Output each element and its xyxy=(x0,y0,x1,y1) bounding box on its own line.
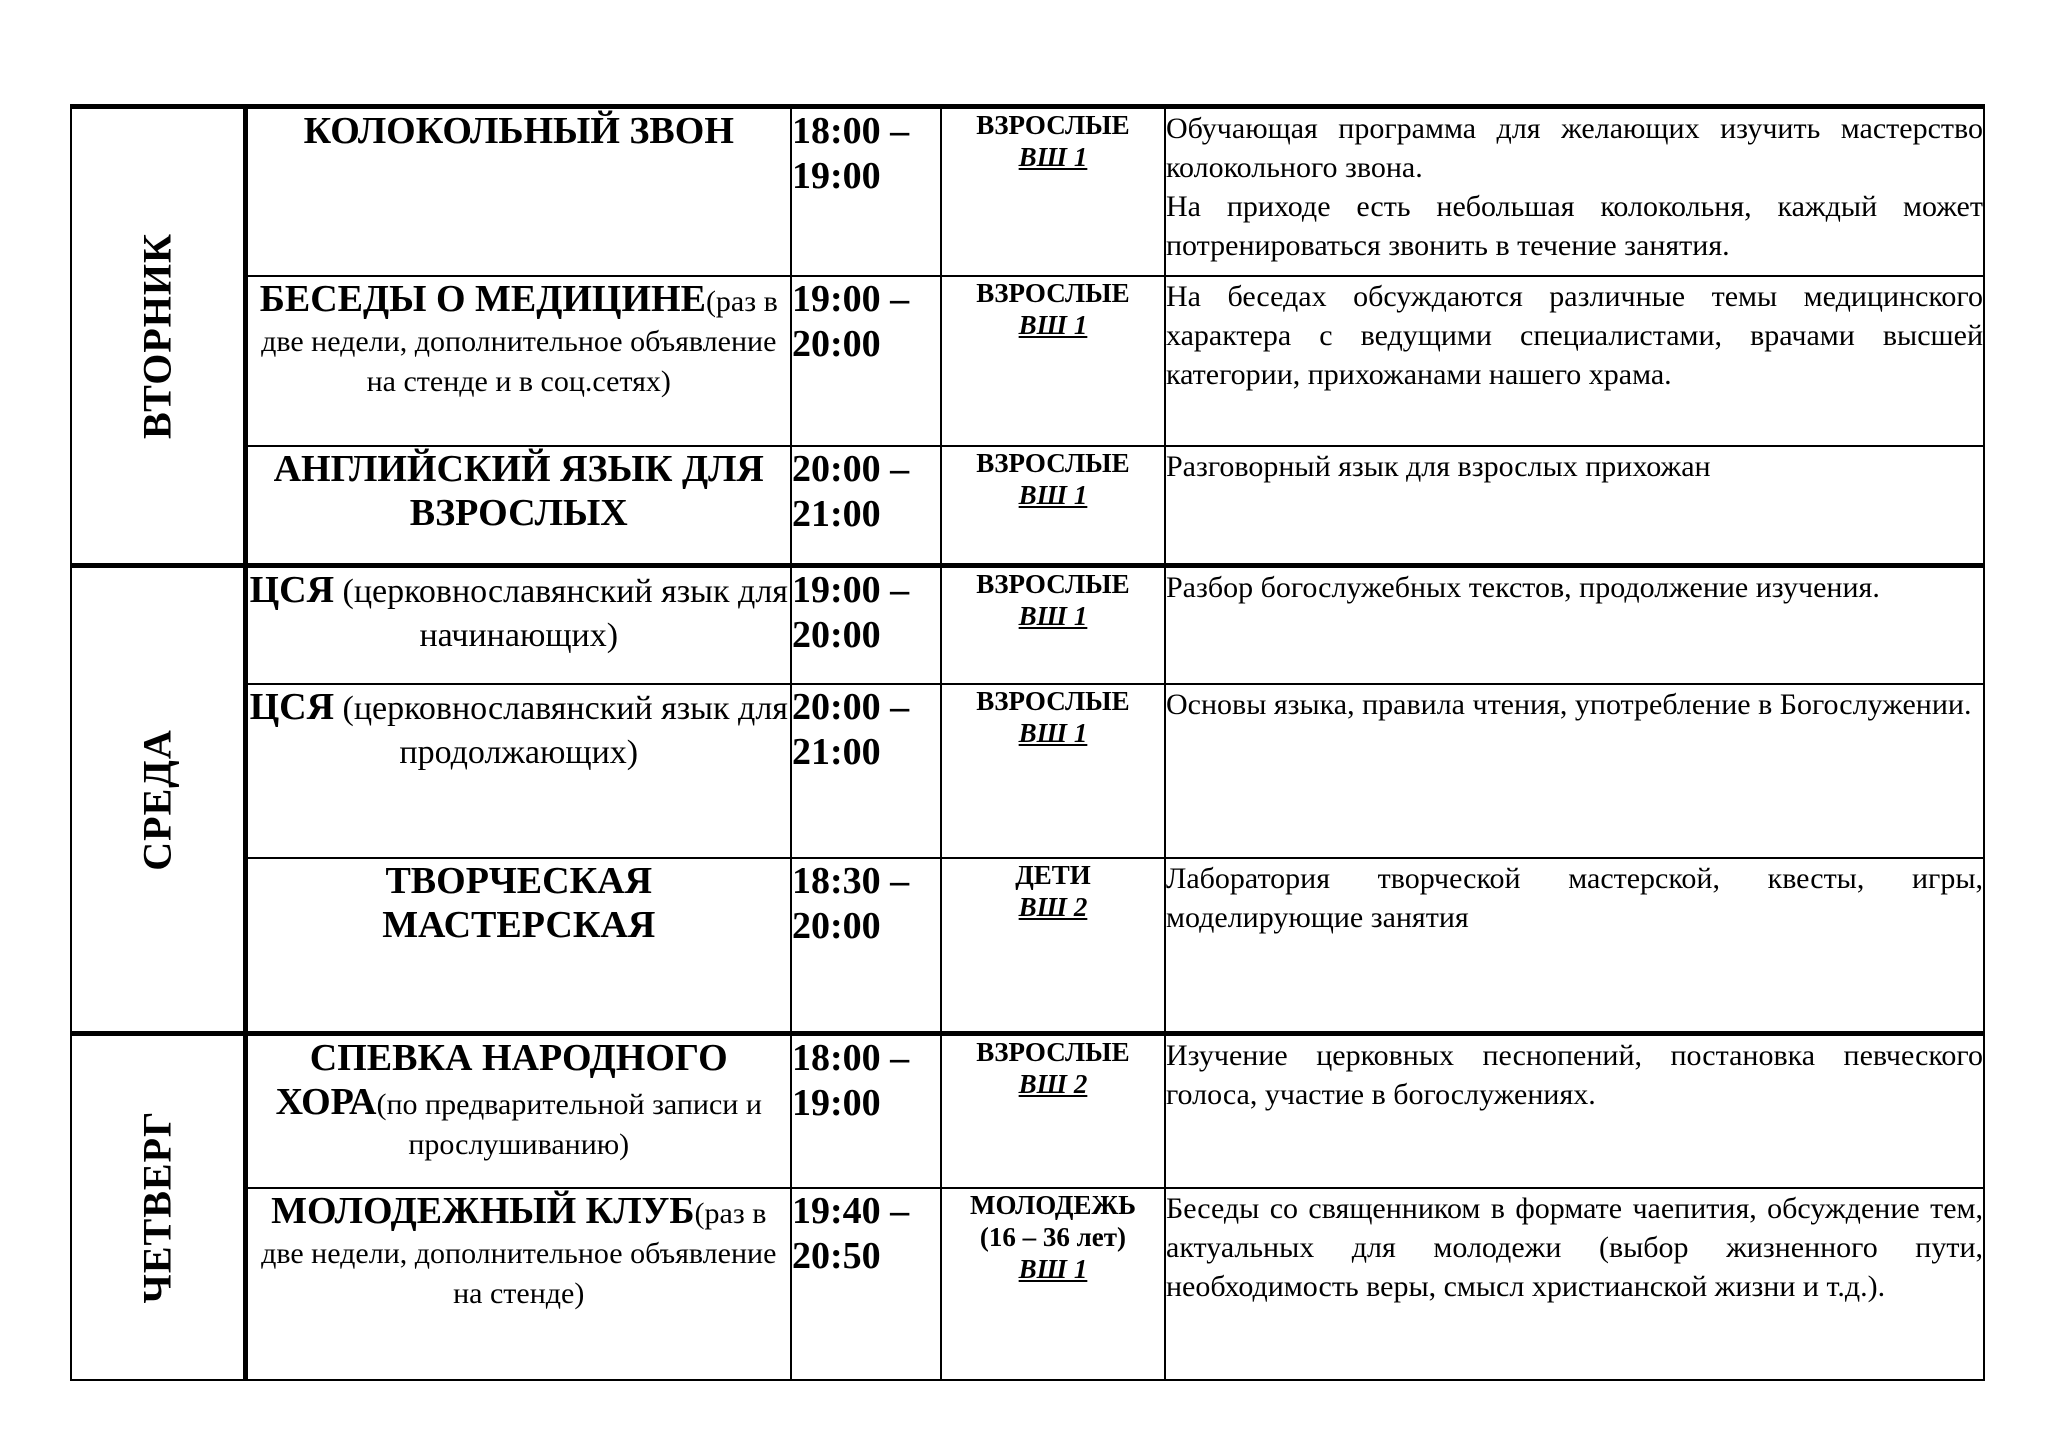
room-label: ВШ 2 xyxy=(1018,891,1088,922)
table-row xyxy=(71,446,1984,566)
class-name-cell xyxy=(245,684,791,858)
description-text: Лаборатория творческой мастерской, квесты, игры, моделирующие занятия xyxy=(1166,861,1983,934)
day-label: СРЕДА xyxy=(134,728,180,871)
time-start: 18:30 – xyxy=(792,859,910,902)
table-row xyxy=(71,566,1984,684)
audience-cell xyxy=(941,1034,1165,1188)
day-label: ВТОРНИК xyxy=(134,232,180,440)
class-title: ЦСЯ xyxy=(249,685,335,728)
time-start: 19:00 – xyxy=(792,569,910,611)
class-note: (раз в две недели, дополнительное объявление на стенде и в соц.сетях) xyxy=(261,284,778,398)
class-title: МОЛОДЕЖНЫЙ КЛУБ xyxy=(271,1189,695,1232)
room-label: ВШ 1 xyxy=(1018,601,1088,631)
class-name-cell xyxy=(245,107,791,276)
time-end: 20:00 xyxy=(792,904,881,947)
audience-label: ВЗРОСЛЫЕ xyxy=(976,685,1130,716)
audience-cell xyxy=(941,566,1165,684)
description-cell xyxy=(1165,684,1984,858)
audience-label: ВЗРОСЛЫЕ xyxy=(976,277,1130,308)
time-cell xyxy=(791,684,941,858)
day-cell xyxy=(71,1034,245,1380)
class-name-cell xyxy=(245,566,791,684)
audience-cell xyxy=(941,276,1165,446)
room-label: ВШ 2 xyxy=(1018,1069,1088,1099)
audience-cell xyxy=(941,107,1165,276)
table-row xyxy=(71,858,1984,1034)
time-end: 21:00 xyxy=(792,492,881,535)
room-label: ВШ 1 xyxy=(1018,309,1088,340)
audience-cell xyxy=(941,1188,1165,1380)
time-start: 20:00 – xyxy=(792,447,910,490)
class-name-cell xyxy=(245,446,791,566)
table-row xyxy=(71,1188,1984,1380)
class-title: БЕСЕДЫ О МЕДИЦИНЕ xyxy=(259,277,706,320)
audience-age: (16 – 36 лет) xyxy=(979,1221,1127,1252)
time-cell xyxy=(791,107,941,276)
table-row xyxy=(71,684,1984,858)
class-note: (по предварительной записи и прослушиванию) xyxy=(376,1088,762,1161)
day-label: ЧЕТВЕРГ xyxy=(134,1110,180,1304)
table-row xyxy=(71,1034,1984,1188)
room-label: ВШ 1 xyxy=(1018,479,1088,510)
class-name-cell xyxy=(245,1034,791,1188)
description-cell xyxy=(1165,1188,1984,1380)
time-end: 20:50 xyxy=(792,1234,881,1277)
time-end: 19:00 xyxy=(792,155,881,197)
class-name-cell xyxy=(245,858,791,1034)
time-start: 19:00 – xyxy=(792,277,910,320)
time-end: 20:00 xyxy=(792,322,881,365)
audience-label: ВЗРОСЛЫЕ xyxy=(976,447,1130,478)
description-text: Изучение церковных песнопений, постановка певческого голоса, участие в богослужениях. xyxy=(1166,1039,1983,1111)
day-cell xyxy=(71,566,245,1034)
time-cell xyxy=(791,1034,941,1188)
class-note: (церковнославянский язык для продолжающих) xyxy=(334,689,788,771)
time-start: 20:00 – xyxy=(792,685,910,728)
time-cell xyxy=(791,446,941,566)
audience-label: ВЗРОСЛЫЕ xyxy=(976,1037,1130,1067)
audience-label: МОЛОДЕЖЬ xyxy=(969,1189,1137,1220)
table-row xyxy=(71,276,1984,446)
class-name-cell xyxy=(245,276,791,446)
description-cell xyxy=(1165,858,1984,1034)
class-title: АНГЛИЙСКИЙ ЯЗЫК ДЛЯ ВЗРОСЛЫХ xyxy=(273,447,764,534)
description-cell xyxy=(1165,107,1984,276)
description-cell xyxy=(1165,276,1984,446)
room-label: ВШ 1 xyxy=(1018,1253,1088,1284)
description-text: Разбор богослужебных текстов, продолжение изучения. xyxy=(1166,571,1880,604)
class-title: КОЛОКОЛЬНЫЙ ЗВОН xyxy=(303,110,734,152)
description-text: Разговорный язык для взрослых прихожан xyxy=(1166,449,1711,483)
audience-label: ДЕТИ xyxy=(1015,859,1091,890)
time-cell xyxy=(791,276,941,446)
description-cell xyxy=(1165,446,1984,566)
time-end: 21:00 xyxy=(792,730,881,773)
schedule-table xyxy=(70,104,1985,1381)
description-text: Основы языка, правила чтения, употребление в Богослужении. xyxy=(1166,687,1972,721)
description-text: Беседы со священником в формате чаепития, обсуждение тем, актуальных для молодежи (выбор жизненного пути, необходимость веры, смысл христианской жизни и т.д.). xyxy=(1166,1191,1983,1303)
class-note: (церковнославянский язык для начинающих) xyxy=(334,573,788,654)
day-cell xyxy=(71,107,245,566)
time-end: 20:00 xyxy=(792,614,881,656)
description-text: На беседах обсуждаются различные темы медицинского характера с ведущими специалистами, врачами высшей категории, прихожанами нашего храма. xyxy=(1166,279,1983,391)
time-cell xyxy=(791,1188,941,1380)
audience-label: ВЗРОСЛЫЕ xyxy=(976,110,1130,140)
class-title: ТВОРЧЕСКАЯ МАСТЕРСКАЯ xyxy=(382,859,656,946)
description-text: Обучающая программа для желающих изучить мастерство колокольного звона. xyxy=(1166,112,1983,184)
room-label: ВШ 1 xyxy=(1018,717,1088,748)
description-cell xyxy=(1165,566,1984,684)
description-text: На приходе есть небольшая колокольня, каждый может потренироваться звонить в течение занятия. xyxy=(1166,190,1983,262)
audience-cell xyxy=(941,684,1165,858)
room-label: ВШ 1 xyxy=(1018,142,1088,172)
time-start: 19:40 – xyxy=(792,1189,910,1232)
table-row xyxy=(71,107,1984,276)
time-start: 18:00 – xyxy=(792,110,910,152)
audience-label: ВЗРОСЛЫЕ xyxy=(976,569,1130,599)
class-title: ЦСЯ xyxy=(249,569,335,611)
class-note: (раз в две недели, дополнительное объявление на стенде) xyxy=(261,1196,777,1310)
time-cell xyxy=(791,858,941,1034)
description-cell xyxy=(1165,1034,1984,1188)
audience-cell xyxy=(941,446,1165,566)
time-start: 18:00 – xyxy=(792,1037,910,1079)
time-end: 19:00 xyxy=(792,1082,881,1124)
class-title: СПЕВКА НАРОДНОГО ХОРА xyxy=(275,1037,728,1123)
audience-cell xyxy=(941,858,1165,1034)
time-cell xyxy=(791,566,941,684)
class-name-cell xyxy=(245,1188,791,1380)
